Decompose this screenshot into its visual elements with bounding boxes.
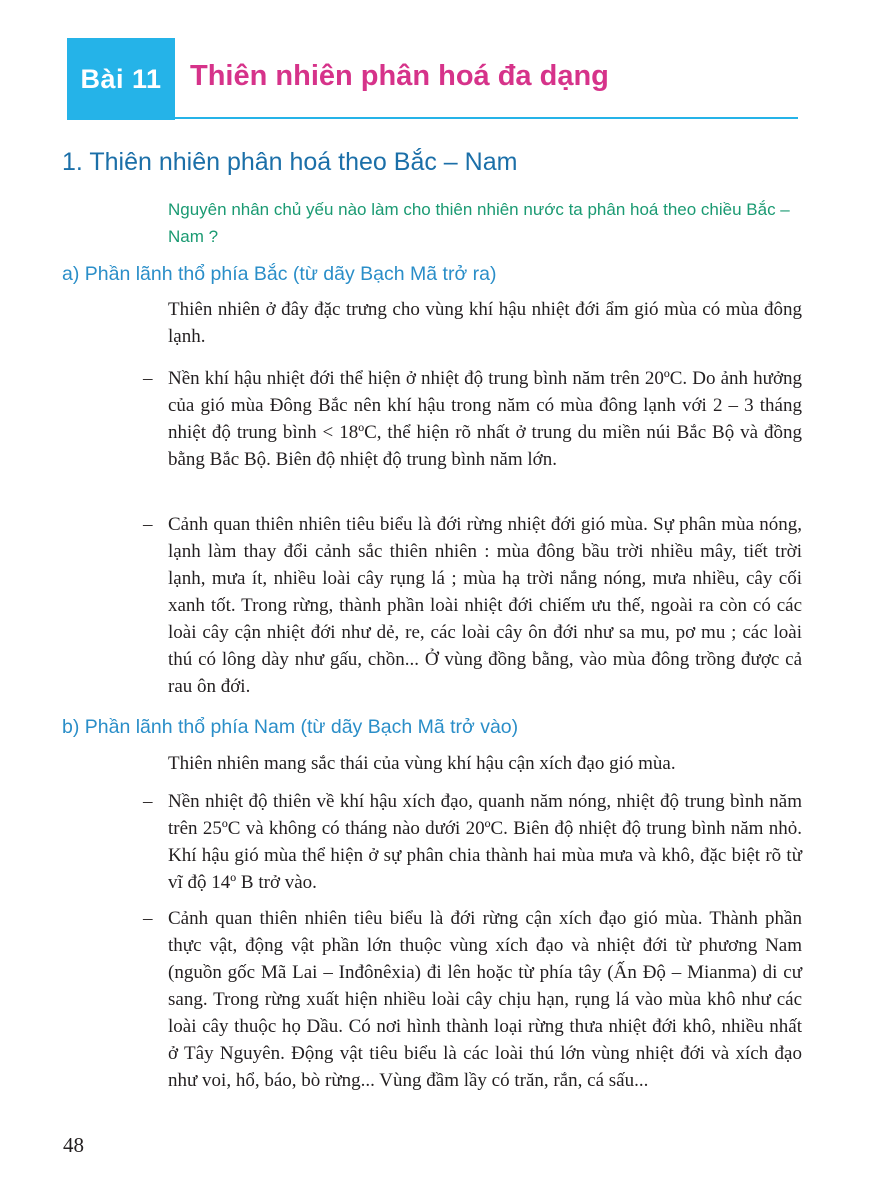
part-a-intro: Thiên nhiên ở đây đặc trưng cho vùng khí hậu nhiệt đới ẩm gió mùa có mùa đông lạnh. xyxy=(168,299,802,347)
part-a-bullet-1: Nền khí hậu nhiệt đới thể hiện ở nhiệt độ trung bình năm trên 20ºC. Do ảnh hưởng của gió mùa Đông Bắc nên khí hậu trong năm có mùa đông lạnh với 2 – 3 tháng nhiệt độ trung bình < 18ºC, thể hiện rõ nhất ở trung du miền núi Bắc Bộ và đồng bằng Bắc Bộ. Biên độ nhiệt độ trung bình năm lớn. xyxy=(168,368,802,470)
page-number: 48 xyxy=(63,1133,84,1157)
part-a-heading: a) Phần lãnh thổ phía Bắc (từ dãy Bạch Mã trở ra) xyxy=(62,263,497,285)
part-a-bullet-2: Cảnh quan thiên nhiên tiêu biểu là đới rừng nhiệt đới gió mùa. Sự phân mùa nóng, lạnh làm thay đổi cảnh sắc thiên nhiên : mùa đông bầu trời nhiều mây, tiết trời lạnh, mưa ít, nhiều loài cây rụng lá ; mùa hạ trời nắng nóng, mưa nhiều, cây cối xanh tốt. Trong rừng, thành phần loài nhiệt đới chiếm ưu thế, ngoài ra còn có các loài cây cận nhiệt đới như dẻ, re, các loài cây ôn đới như sa mu, pơ mu ; các loài thú có lông dày như gấu, chồn... Ở vùng đồng bằng, vào mùa đông trồng được cả rau ôn đới. xyxy=(168,514,802,697)
part-b-intro: Thiên nhiên mang sắc thái của vùng khí hậu cận xích đạo gió mùa. xyxy=(168,753,676,774)
guiding-question: Nguyên nhân chủ yếu nào làm cho thiên nhiên nước ta phân hoá theo chiều Bắc – Nam ? xyxy=(168,200,790,246)
bullet-mark: – xyxy=(143,791,153,812)
bullet-mark: – xyxy=(143,514,153,535)
lesson-label-box xyxy=(67,38,175,120)
part-b-bullet-1: Nền nhiệt độ thiên về khí hậu xích đạo, quanh năm nóng, nhiệt độ trung bình năm trên 25ºC và không có tháng nào dưới 20ºC. Biên độ nhiệt độ trung bình năm nhỏ. Khí hậu gió mùa thể hiện ở sự phân chia thành hai mùa mưa và khô, đặc biệt rõ từ vĩ độ 14º B trở vào. xyxy=(168,791,802,893)
header-rule xyxy=(175,117,798,119)
bullet-mark: – xyxy=(143,908,153,929)
section-heading: 1. Thiên nhiên phân hoá theo Bắc – Nam xyxy=(62,148,518,176)
lesson-title: Thiên nhiên phân hoá đa dạng xyxy=(190,60,609,92)
lesson-label: Bài 11 xyxy=(80,63,162,94)
bullet-mark: – xyxy=(143,368,153,389)
part-b-heading: b) Phần lãnh thổ phía Nam (từ dãy Bạch Mã trở vào) xyxy=(62,716,519,738)
part-b-bullet-2: Cảnh quan thiên nhiên tiêu biểu là đới rừng cận xích đạo gió mùa. Thành phần thực vật, động vật phần lớn thuộc vùng xích đạo và nhiệt đới từ phương Nam (nguồn gốc Mã Lai – Inđônêxia) đi lên hoặc từ phía tây (Ấn Độ – Mianma) di cư sang. Trong rừng xuất hiện nhiều loài cây chịu hạn, rụng lá vào mùa khô như các loài cây thuộc họ Dầu. Có nơi hình thành loại rừng thưa nhiệt đới khô, nhiều nhất ở Tây Nguyên. Động vật tiêu biểu là các loài thú lớn vùng nhiệt đới và xích đạo như voi, hổ, báo, bò rừng... Vùng đầm lầy có trăn, rắn, cá sấu... xyxy=(168,908,802,1091)
